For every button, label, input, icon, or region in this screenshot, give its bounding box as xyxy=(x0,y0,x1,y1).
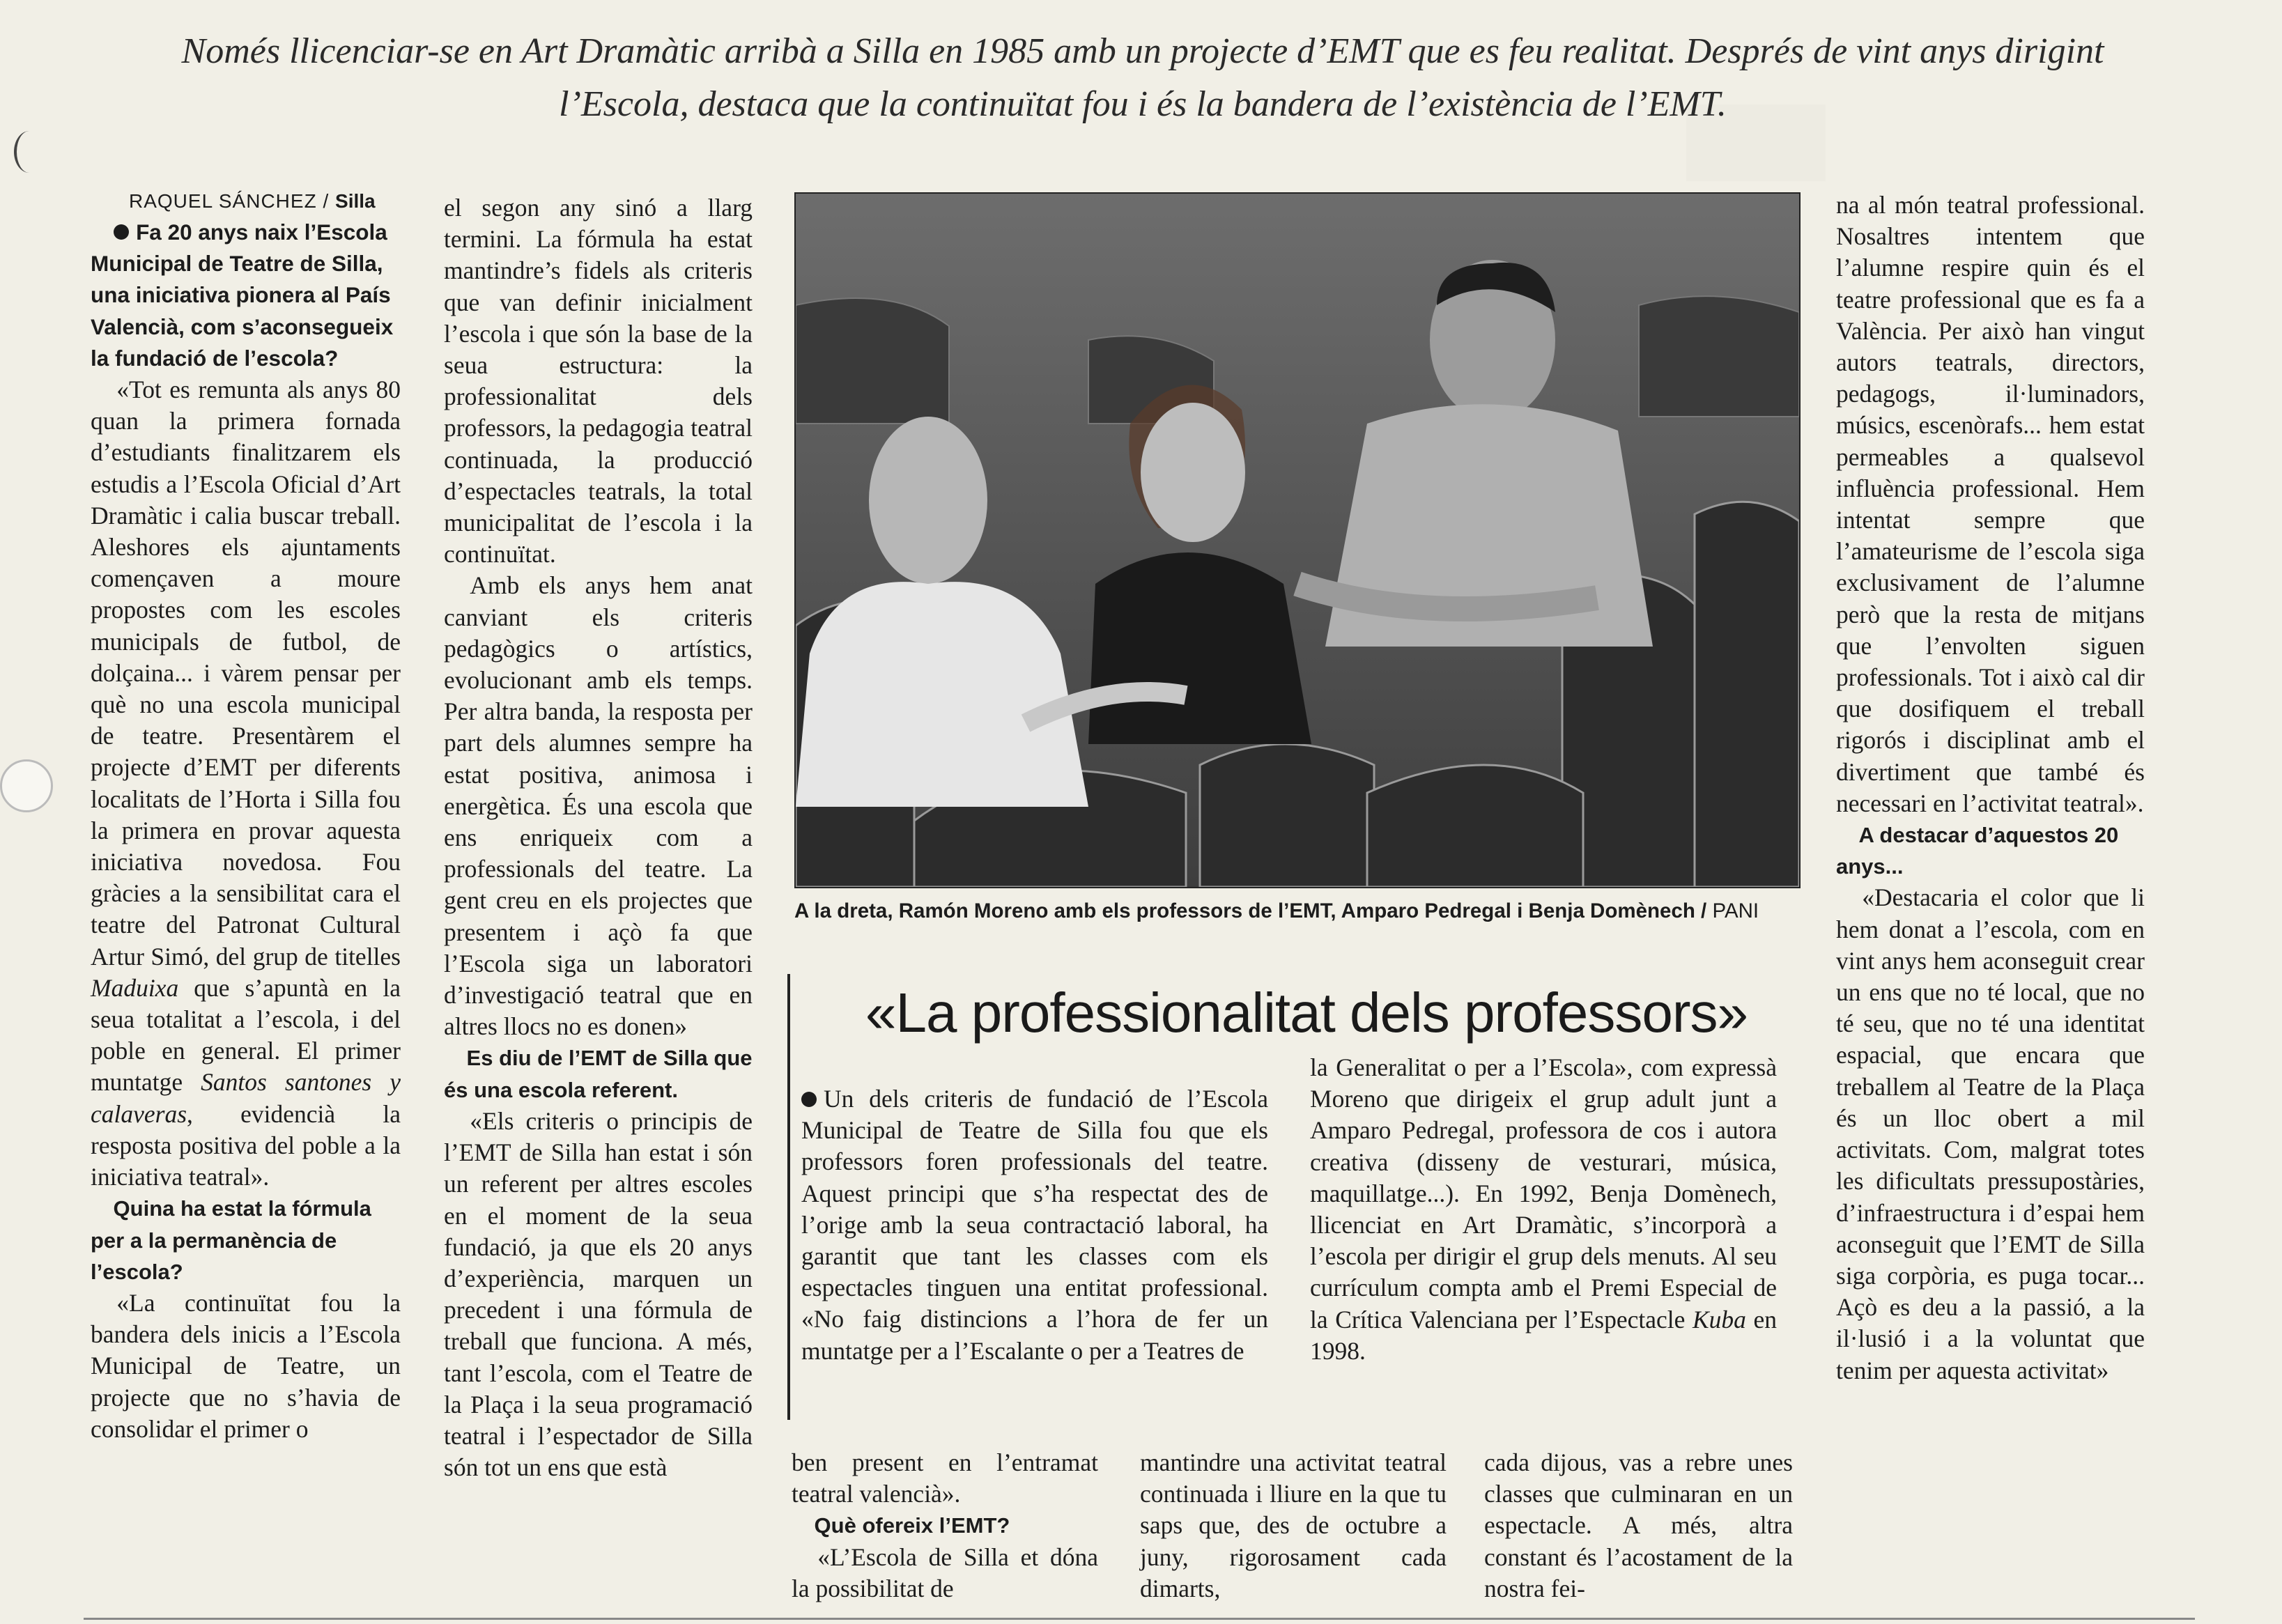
intro-question: Fa 20 anys naix l’Escola Municipal de Teatre de Silla, una iniciativa pionera al País Valencià, com s’aconsegueix la fundació de l’escola? xyxy=(91,219,394,371)
question-heading: Es diu de l’EMT de Silla que és una escola referent. xyxy=(444,1046,753,1102)
sidebar-rule xyxy=(787,974,790,1420)
photo xyxy=(794,192,1801,888)
sub-paragraph: la Generalitat o per a l’Escola», com expressà Moreno que dirigeix el grup adult junt a Amparo Pedregal, professora de cos i autora creativa (disseny de vesturari, música, maquillatge...). En 1992, Benja Domènech, llicenciat en Art Dramàtic, s’incorporà a l’escola per dirigir el grup dels menuts. Al seu currículum compta amb el Premi Especial de la Crítica Valenciana per l’Espectacle Kuba en 1998. xyxy=(1310,1053,1777,1365)
standfirst-line-1: Només llicenciar-se en Art Dramàtic arribà a Silla en 1985 amb un projecte d’EMT que es feu realitat. Després de vint anys dirigint xyxy=(181,31,2104,71)
question-heading: Quina ha estat la fórmula per a la permanència de l’escola? xyxy=(91,1196,371,1284)
bullet-icon xyxy=(114,224,129,240)
question-heading: Què ofereix l’EMT? xyxy=(814,1513,1010,1538)
sub-column-2 xyxy=(1310,1052,1777,1367)
photo-credit: PANI xyxy=(1712,899,1759,922)
sub-column-1 xyxy=(801,1083,1268,1367)
answer-paragraph: Amb els anys hem anat canviant els criteris pedagògics o artístics, evolucionant amb els temps. Per altra banda, la resposta per part dels alumnes sempre ha estat positiva, animosa i energètica. És una escola que ens enriqueix com a professionals del teatre. La gent creu en els projectes que presentem i açò fa que l’Escola siga un laboratori d’investigació teatral que en altres llocs no es donen» xyxy=(444,571,753,1041)
column-2 xyxy=(444,192,753,1483)
column-3 xyxy=(792,1447,1098,1604)
standfirst xyxy=(91,25,2195,131)
answer-paragraph: cada dijous, vas a rebre unes classes que culminaran en un espectacle. A més, altra constant és l’acostament de la nostra fei- xyxy=(1484,1448,1793,1602)
binder-hole xyxy=(0,759,53,812)
answer-paragraph: na al món teatral professional. Nosaltres intentem que l’alumne respire quin és el teatre professional que es fa a València. Per això han vingut autors teatrals, directors, pedagogs, il·luminadors, músics, escenòrafs... hem estat permeables a qualsevol influència professional. Hem intentat sempre que l’amateurisme de l’escola siga exclusivament de l’alumne però que la resta de mitjans que l’envolten siguen professionals. Tot i això cal dir que dosifiquem el treball rigorós i disciplinat amb el divertiment que també és necessari en l’activitat teatral». xyxy=(1836,191,2145,817)
answer-paragraph: «La continuïtat fou la bandera dels inicis a l’Escola Municipal de Teatre, un projecte que no s’havia de consolidar el primer o xyxy=(91,1288,401,1443)
caption-text: A la dreta, Ramón Moreno amb els professors de l’EMT, Amparo Pedregal i Benja Domènech xyxy=(794,899,1695,922)
answer-paragraph: mantindre una activitat teatral continuada i lliure en la que tu saps que, des de octubre a juny, rigorosament cada dimarts, xyxy=(1140,1448,1447,1602)
answer-paragraph: «Els criteris o principis de l’EMT de Silla han estat i són un referent per altres escoles en el moment de la seua fundació, ja que els 20 anys d’experiència, marquen un precedent i una fórmula de treball que funciona. A més, tant l’escola, com el Teatre de la Plaça i la seua programació teatral i l’espectador de Silla són tot un ens que està xyxy=(444,1106,753,1482)
byline-author: RAQUEL SÁNCHEZ xyxy=(129,190,317,212)
photo-caption: A la dreta, Ramón Moreno amb els professors de l’EMT, Amparo Pedregal i Benja Domènech / PANI xyxy=(794,899,1759,922)
sub-headline: «La professionalitat dels professors» xyxy=(865,982,1748,1044)
sub-paragraph: Un dels criteris de fundació de l’Escola Municipal de Teatre de Silla fou que els professors foren professionals del teatre. Aquest principi que s’ha respectat des de l’orige amb la seua contractació laboral, ha garantit que tant les classes com els espectacles tinguen una entitat professional. «No faig distincions a l’hora de fer un muntatge per a l’Escalante o per a Teatres de xyxy=(801,1085,1268,1365)
answer-paragraph: ben present en l’entramat teatral valencià». xyxy=(792,1448,1098,1508)
bottom-rule xyxy=(84,1618,2195,1620)
photo-image xyxy=(796,194,1799,887)
byline: RAQUEL SÁNCHEZ / Silla xyxy=(129,190,376,212)
column-3b xyxy=(1140,1447,1447,1604)
answer-paragraph: «Tot es remunta als anys 80 quan la primera fornada d’estudiants finalitzarem els estudis a l’Escola Oficial d’Art Dramàtic i calia buscar treball. Aleshores els ajuntaments començaven a moure propostes com les escoles municipals de futbol, de dolçaina... i vàrem pensar per què no una escola municipal de teatre. Presentàrem el projecte d’EMT per diferents localitats de l’Horta i Silla fou la primera en provar aquesta iniciativa novedosa. Fou gràcies a la sensibilitat cara el teatre del Patronat Cultural Artur Simó, del grup de titelles Maduixa que s’apuntà en la seua totalitat a l’escola, i del poble en general. El primer muntatge Santos santones y calaveras, evidencià la resposta positiva del poble a la iniciativa teatral». xyxy=(91,376,401,1191)
answer-paragraph: el segon any sinó a llarg termini. La fórmula ha estat mantindre’s fidels als criteris que van definir inicialment l’escola i que són la base de la seua estructura: la professionalitat dels professors, la pedagogia teatral continuada, la producció d’espectacles teatrals, la total municipalitat de l’escola i la continuïtat. xyxy=(444,194,753,569)
answer-paragraph: «Destacaria el color que li hem donat a l’escola, com en vint anys hem aconseguit crear un ens que no té local, que no té seu, que no té una identitat espacial, que encara que treballem al Teatre de la Plaça és un lloc obert a mil activitats. Com, malgrat totes les dificultats pressupostàries, d’infraestructura i d’espai hem aconseguit que l’EMT de Silla siga corpòria, es puga tocar... Açò es deu a la passió, a la il·lusió i a la voluntat que tenim per aquesta activitat» xyxy=(1836,883,2145,1384)
question-heading: A destacar d’aquestos 20 anys... xyxy=(1836,823,2119,879)
column-1 xyxy=(91,185,401,1445)
column-5 xyxy=(1836,190,2145,1386)
answer-paragraph: «L’Escola de Silla et dóna la possibilitat de xyxy=(792,1542,1098,1602)
byline-place: Silla xyxy=(335,190,376,212)
page-edge-mark xyxy=(14,131,45,173)
standfirst-line-2: l’Escola, destaca que la continuïtat fou i és la bandera de l’existència de l’EMT. xyxy=(559,84,1727,124)
bullet-icon xyxy=(801,1092,817,1107)
column-3c xyxy=(1484,1447,1793,1604)
